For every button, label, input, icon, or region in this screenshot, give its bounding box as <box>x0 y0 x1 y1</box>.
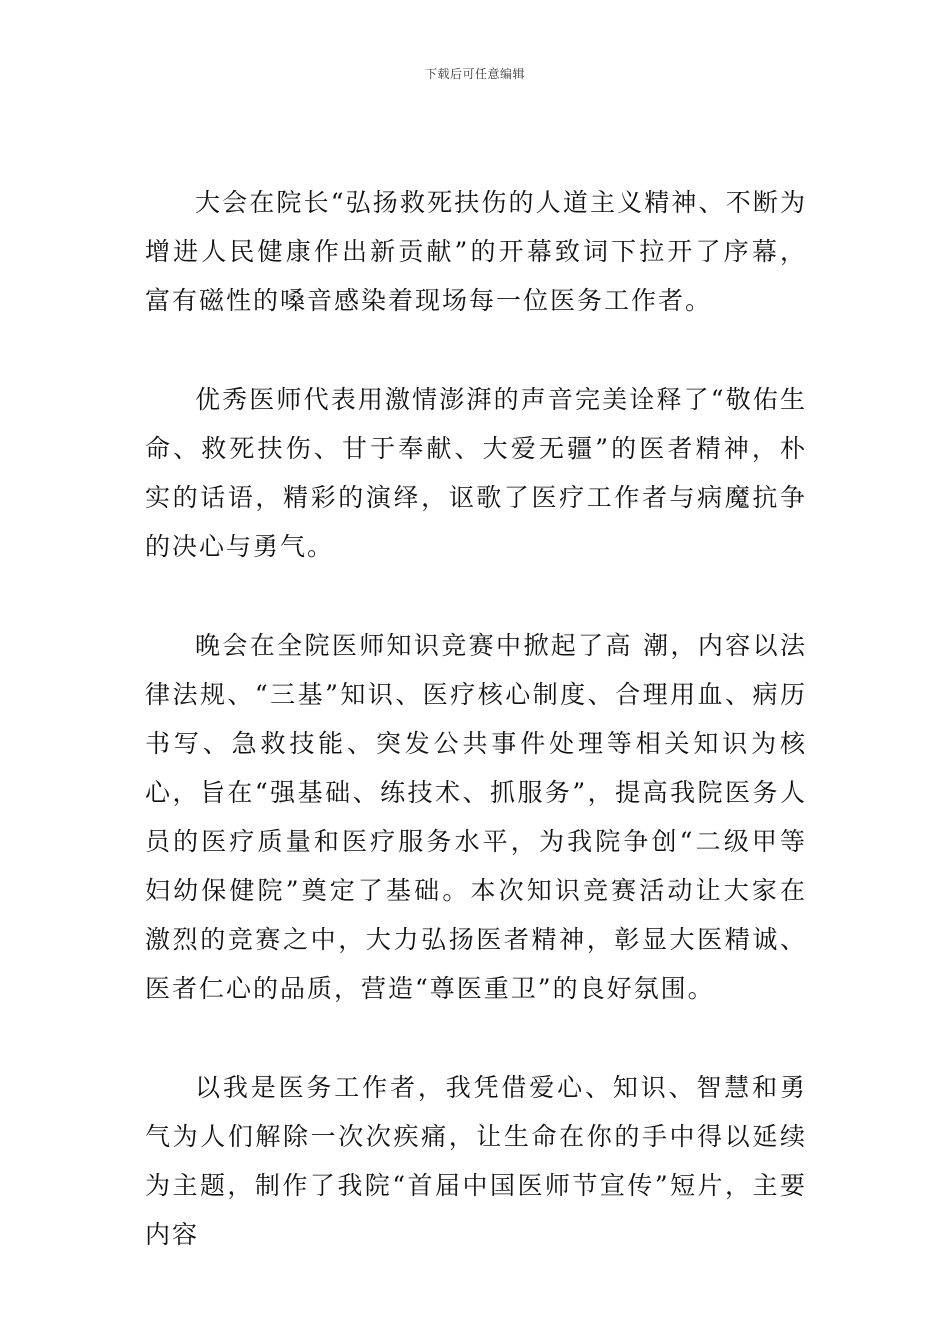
page-header: 下载后可任意编辑 <box>424 67 525 81</box>
document-body <box>145 178 807 1259</box>
paragraph-opening-speech: 大会在院长“弘扬救死扶伤的人道主义精神、不断为增进人民健康作出新贡献”的开幕致词下拉开了序幕，富有磁性的嗓音感染着现场每一位医务工作者。 <box>145 188 807 315</box>
paragraph-knowledge-contest: 晚会在全院医师知识竞赛中掀起了高 潮，内容以法律法规、“三基”知识、医疗核心制度、合理用血、病历书写、急救技能、突发公共事件处理等相关知识为核心，旨在“强基础、练技术、抓服务”，提高我院医务人员的医疗质量和医疗服务水平，为我院争创“二级甲等妇幼保健院”奠定了基础。本次知识竞赛活动让大家在激烈的竞赛之中，大力弘扬医者精神，彰显大医精诚、医者仁心的品质，营造“尊医重卫”的良好氛围。 <box>145 631 807 1003</box>
paragraph-physician-representative: 优秀医师代表用激情澎湃的声音完美诠释了“敬佑生命、救死扶伤、甘于奉献、大爱无疆”的医者精神，朴实的话语，精彩的演绎，讴歌了医疗工作者与病魔抗争的决心与勇气。 <box>145 385 807 561</box>
paragraph-promo-video: 以我是医务工作者，我凭借爱心、知识、智慧和勇气为人们解除一次次疾痛，让生命在你的手中得以延续为主题，制作了我院“首届中国医师节宣传”短片，主要内容 <box>145 1073 807 1249</box>
